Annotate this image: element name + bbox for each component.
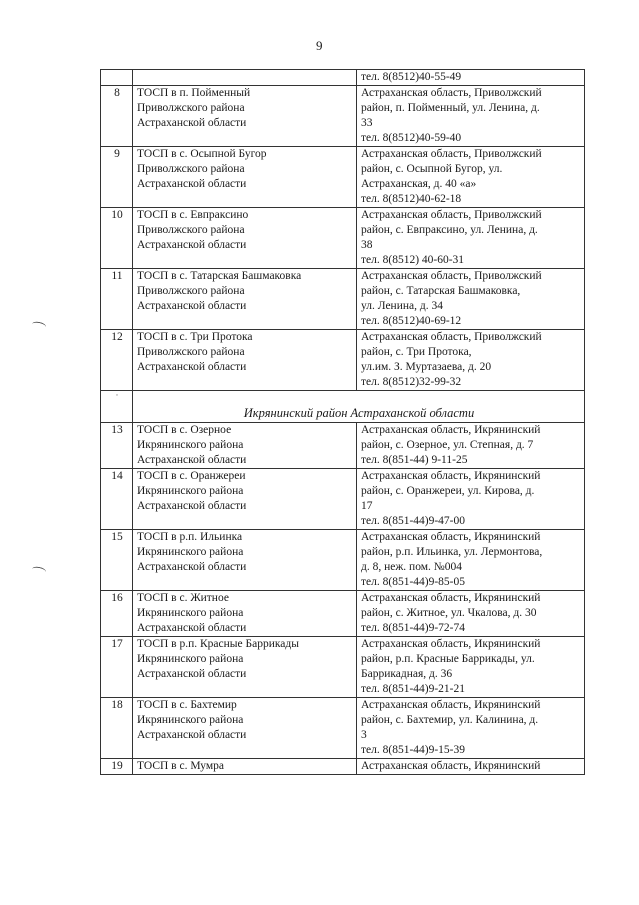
address-line: район, с. Бахтемир, ул. Калинина, д. [361,714,539,726]
office-address-cell [357,330,585,391]
address-line: Астраханская, д. 40 «а» [361,178,477,190]
address-line: район, с. Три Протока, [361,346,472,358]
office-address-cell [357,147,585,208]
office-address-cell [357,637,585,698]
margin-scan-mark [31,566,46,576]
office-address-cell [357,86,585,147]
table-row [101,330,585,391]
office-name-cell [133,423,357,469]
office-name-line: Икрянинского района [137,546,244,558]
table-body-ikryaninsky [101,423,585,775]
office-name-cell [133,530,357,591]
office-name-line: ТОСП в с. Озерное [137,424,232,436]
table-row [101,698,585,759]
office-name-line: Икрянинского района [137,714,244,726]
row-number-cell: 11 [101,269,133,330]
office-name-cell [133,208,357,269]
row-number-cell: 17 [101,637,133,698]
address-line: Астраханская область, Икрянинский [361,531,541,543]
address-line: тел. 8(8512)32-99-32 [361,376,462,388]
office-name-cell [133,698,357,759]
office-name-line: Икрянинского района [137,485,244,497]
office-name-line: ТОСП в п. Пойменный [137,87,251,99]
office-name-cell [133,147,357,208]
office-name-line: Астраханской области [137,361,247,373]
address-line: тел. 8(8512)40-55-49 [361,71,462,83]
office-address-cell [357,469,585,530]
address-line: Астраханская область, Приволжский [361,270,542,282]
office-name-line: Астраханской области [137,668,247,680]
address-line: тел. 8(851-44)9-21-21 [361,683,466,695]
office-name-line: Астраханской области [137,178,247,190]
row-number-cell: 18 [101,698,133,759]
address-line: Астраханская область, Икрянинский [361,424,541,436]
office-name-line: Астраханской области [137,239,247,251]
office-name-line: ТОСП в р.п. Красные Баррикады [137,638,299,650]
table-row [101,637,585,698]
row-number-cell: 16 [101,591,133,637]
address-line: район, с. Озерное, ул. Степная, д. 7 [361,439,534,451]
address-line: Астраханская область, Икрянинский [361,760,541,772]
office-address-cell [357,208,585,269]
office-name-line: ТОСП в с. Оранжереи [137,470,246,482]
margin-scan-mark [31,321,46,331]
office-name-line: Астраханской области [137,454,247,466]
address-line: Астраханская область, Приволжский [361,209,542,221]
office-name-line: Икрянинского района [137,439,244,451]
office-name-cell [133,70,357,86]
address-line: тел. 8(8512)40-62-18 [361,193,462,205]
table-row [101,759,585,775]
office-name-cell [133,269,357,330]
table-row [101,423,585,469]
table-row [101,469,585,530]
office-name-line: ТОСП в с. Татарская Башмаковка [137,270,302,282]
table-row [101,591,585,637]
table-row [101,147,585,208]
office-address-cell [357,759,585,775]
address-line: Баррикадная, д. 36 [361,668,453,680]
address-line: Астраханская область, Приволжский [361,331,542,343]
office-name-line: Астраханской области [137,622,247,634]
address-line: район, с. Евпраксино, ул. Ленина, д. [361,224,538,236]
row-number-cell: 8 [101,86,133,147]
office-name-line: ТОСП в с. Три Протока [137,331,253,343]
office-name-cell [133,86,357,147]
address-line: тел. 8(851-44)9-72-74 [361,622,466,634]
table-body-privolzhsky [101,70,585,391]
row-number-cell: 19 [101,759,133,775]
office-name-line: ТОСП в с. Осыпной Бугор [137,148,267,160]
row-number-cell: 13 [101,423,133,469]
table-row [101,269,585,330]
row-number-cell: 9 [101,147,133,208]
office-address-cell [357,423,585,469]
office-name-cell [133,330,357,391]
address-line: тел. 8(8512)40-59-40 [361,132,462,144]
address-line: Астраханская область, Икрянинский [361,699,541,711]
office-name-line: ТОСП в с. Евпраксино [137,209,249,221]
office-name-cell [133,591,357,637]
table-row [101,86,585,147]
address-line: район, с. Оранжереи, ул. Кирова, д. [361,485,535,497]
address-line: тел. 8(851-44) 9-11-25 [361,454,468,466]
address-line: район, р.п. Ильинка, ул. Лермонтова, [361,546,543,558]
office-name-line: Астраханской области [137,117,247,129]
address-line: 33 [361,117,373,129]
address-line: ул. Ленина, д. 34 [361,300,443,312]
row-number-cell: 10 [101,208,133,269]
office-address-cell [357,698,585,759]
office-name-cell [133,637,357,698]
address-line: Астраханская область, Приволжский [361,87,542,99]
office-name-line: ТОСП в с. Житное [137,592,229,604]
address-line: ул.им. З. Муртазаева, д. 20 [361,361,492,373]
offices-table-container [100,69,584,775]
row-number-cell [101,70,133,86]
office-name-line: ТОСП в р.п. Ильинка [137,531,243,543]
address-line: район, п. Пойменный, ул. Ленина, д. [361,102,540,114]
row-number-cell: · [101,391,133,423]
office-name-line: Астраханской области [137,300,247,312]
address-line: район, р.п. Красные Баррикады, ул. [361,653,535,665]
office-name-line: Приволжского района [137,346,245,358]
office-name-line: Приволжского района [137,224,245,236]
office-name-line: Астраханской области [137,729,247,741]
table-row [101,530,585,591]
office-name-line: ТОСП в с. Бахтемир [137,699,237,711]
address-line: тел. 8(851-44)9-47-00 [361,515,466,527]
office-name-cell [133,759,357,775]
office-name-cell [133,469,357,530]
office-name-line: Приволжского района [137,163,245,175]
office-address-cell [357,591,585,637]
office-name-line: Астраханской области [137,561,247,573]
row-number-cell: 15 [101,530,133,591]
row-number-cell: 14 [101,469,133,530]
table-body-section [101,391,585,423]
office-address-cell [357,530,585,591]
office-name-line: ТОСП в с. Мумра [137,760,224,772]
row-number-cell: 12 [101,330,133,391]
address-line: Астраханская область, Икрянинский [361,638,541,650]
address-line: Астраханская область, Икрянинский [361,470,541,482]
address-line: Астраханская область, Приволжский [361,148,542,160]
office-address-cell [357,269,585,330]
section-header-row [101,391,585,423]
address-line: 38 [361,239,373,251]
address-line: 3 [361,729,367,741]
office-address-cell [357,70,585,86]
address-line: тел. 8(851-44)9-15-39 [361,744,466,756]
address-line: район, с. Житное, ул. Чкалова, д. 30 [361,607,537,619]
section-title: Икрянинский район Астраханской области [133,391,585,423]
address-line: тел. 8(851-44)9-85-05 [361,576,466,588]
address-line: 17 [361,500,373,512]
table-row [101,208,585,269]
address-line: тел. 8(8512) 40-60-31 [361,254,465,266]
office-name-line: Приволжского района [137,285,245,297]
office-name-line: Икрянинского района [137,653,244,665]
page-number: 9 [316,38,323,53]
address-line: д. 8, неж. пом. №004 [361,561,462,573]
address-line: район, с. Осыпной Бугор, ул. [361,163,503,175]
address-line: район, с. Татарская Башмаковка, [361,285,521,297]
address-line: тел. 8(8512)40-69-12 [361,315,462,327]
office-name-line: Икрянинского района [137,607,244,619]
address-line: Астраханская область, Икрянинский [361,592,541,604]
offices-table [100,69,585,775]
office-name-line: Астраханской области [137,500,247,512]
office-name-line: Приволжского района [137,102,245,114]
table-row-continued [101,70,585,86]
